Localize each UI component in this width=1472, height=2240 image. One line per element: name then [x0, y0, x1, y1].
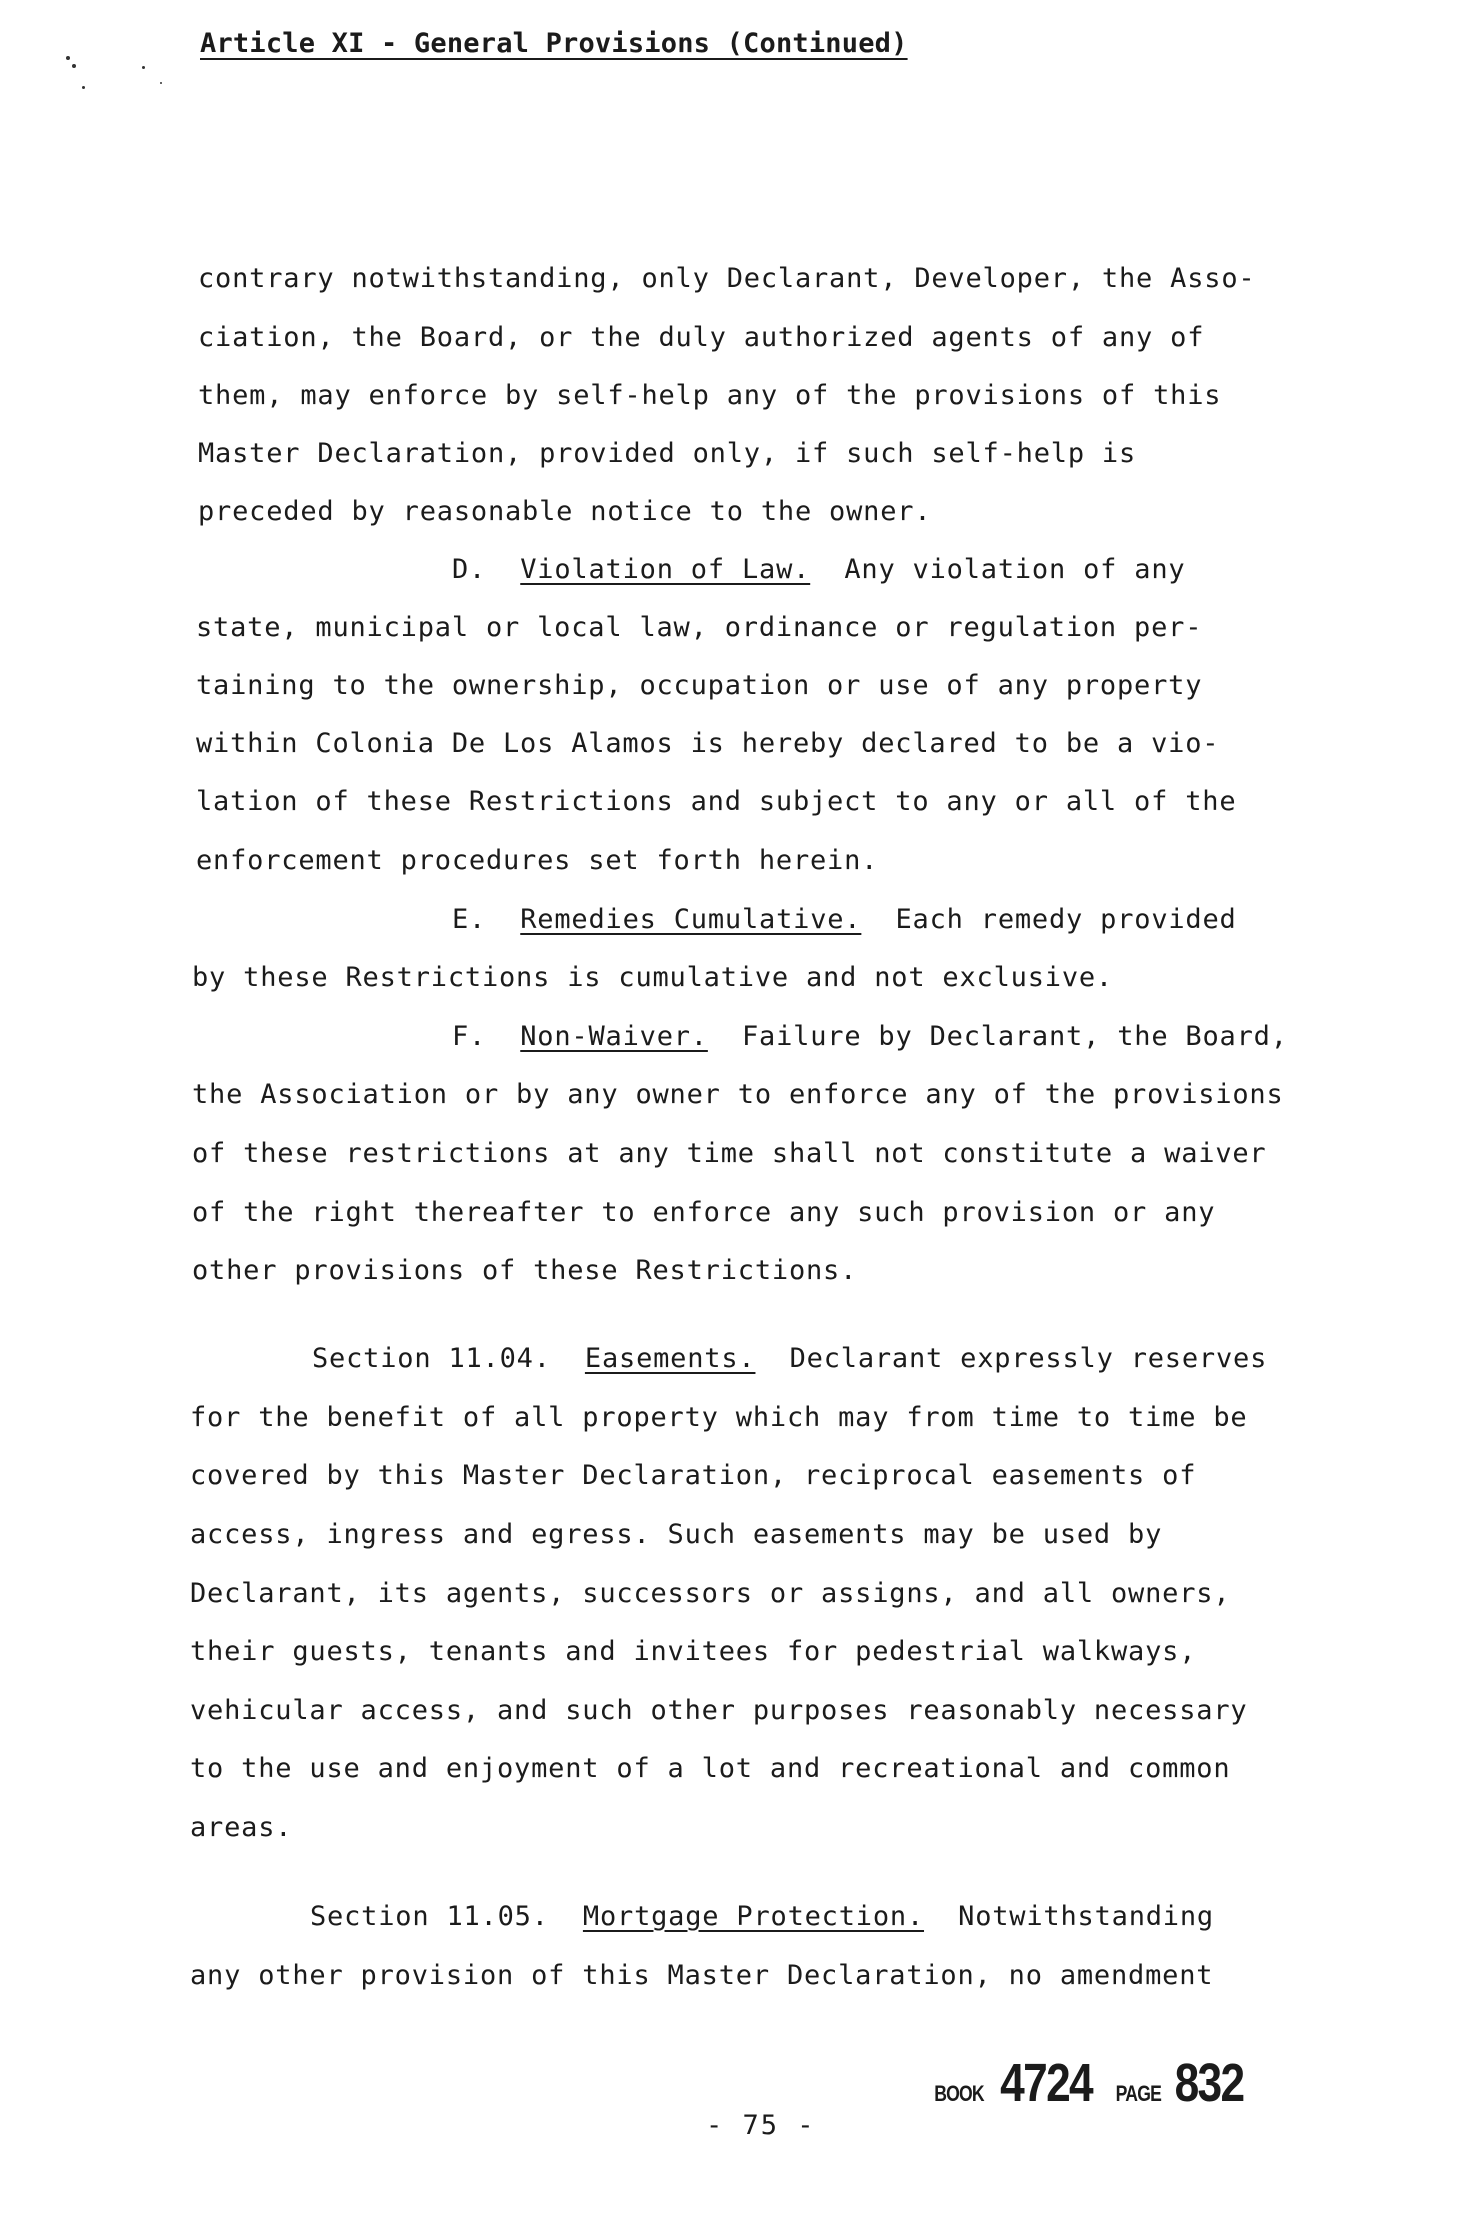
- section-e-first-line: Each remedy provided: [895, 904, 1237, 935]
- text-line: access, ingress and egress. Such easements may be used by: [190, 1519, 1163, 1550]
- section-1105-heading: Mortgage Protection.: [582, 1901, 925, 1932]
- text-line: any other provision of this Master Declaration, no amendment: [190, 1960, 1214, 1991]
- section-f-heading: Non-Waiver.: [520, 1021, 708, 1052]
- text-line: of the right thereafter to enforce any such provision or any: [192, 1197, 1216, 1228]
- section-e-letter: E.: [452, 904, 487, 935]
- section-e-heading: Remedies Cumulative.: [520, 904, 862, 935]
- section-f-heading-line: [452, 1023, 1288, 1050]
- text-line: ciation, the Board, or the duly authorized agents of any of: [198, 322, 1205, 353]
- book-label: BOOK: [934, 2081, 984, 2106]
- text-line: vehicular access, and such other purposes reasonably necessary: [190, 1695, 1248, 1726]
- text-line: Declarant, its agents, successors or assigns, and all owners,: [190, 1578, 1231, 1609]
- text-line: to the use and enjoyment of a lot and recreational and common: [190, 1753, 1231, 1784]
- section-1105-first-line: Notwithstanding: [958, 1901, 1214, 1932]
- page-header-title: Article XI - General Provisions (Continued): [200, 28, 908, 59]
- section-e-heading-line: [452, 906, 1237, 933]
- section-1104-first-line: Declarant expressly reserves: [789, 1343, 1268, 1374]
- text-line: of these restrictions at any time shall not constitute a waiver: [192, 1138, 1267, 1169]
- book-page-stamp: [928, 2052, 1251, 2114]
- text-line: enforcement procedures set forth herein.: [196, 845, 879, 876]
- text-line: preceded by reasonable notice to the owner.: [198, 496, 932, 527]
- section-1105-heading-line: [310, 1903, 1214, 1930]
- text-line: their guests, tenants and invitees for pedestrial walkways,: [190, 1636, 1197, 1667]
- page-number: - 75 -: [706, 2110, 816, 2141]
- page-number-stamp: 832: [1174, 2053, 1244, 2113]
- text-line: for the benefit of all property which may from time to time be: [190, 1402, 1248, 1433]
- section-d-first-line: Any violation of any: [844, 554, 1186, 585]
- section-1104-heading: Easements.: [584, 1343, 756, 1374]
- text-line: them, may enforce by self-help any of the provisions of this: [198, 380, 1222, 411]
- text-line: areas.: [190, 1812, 293, 1843]
- text-line: taining to the ownership, occupation or use of any property: [196, 670, 1203, 701]
- section-1104-label: Section 11.04.: [312, 1343, 551, 1374]
- text-line: state, municipal or local law, ordinance or regulation per-: [196, 612, 1203, 643]
- text-line: the Association or by any owner to enforce any of the provisions: [192, 1079, 1284, 1110]
- section-d-heading-line: [452, 556, 1185, 583]
- text-line: by these Restrictions is cumulative and not exclusive.: [192, 962, 1113, 993]
- text-line: covered by this Master Declaration, reciprocal easements of: [190, 1460, 1197, 1491]
- section-d-heading: Violation of Law.: [520, 554, 811, 585]
- text-line: within Colonia De Los Alamos is hereby declared to be a vio-: [196, 728, 1220, 759]
- section-d-letter: D.: [452, 554, 487, 585]
- text-line: lation of these Restrictions and subject to any or all of the: [196, 786, 1237, 817]
- text-line: other provisions of these Restrictions.: [192, 1255, 858, 1286]
- book-number: 4724: [1000, 2053, 1093, 2113]
- page-label: PAGE: [1115, 2081, 1162, 2106]
- section-1105-label: Section 11.05.: [310, 1901, 549, 1932]
- text-line: contrary notwithstanding, only Declarant, Developer, the Asso-: [198, 263, 1256, 294]
- section-f-letter: F.: [452, 1021, 487, 1052]
- section-f-first-line: Failure by Declarant, the Board,: [741, 1021, 1288, 1052]
- section-1104-heading-line: [312, 1345, 1267, 1372]
- text-line: Master Declaration, provided only, if such self-help is: [198, 438, 1137, 469]
